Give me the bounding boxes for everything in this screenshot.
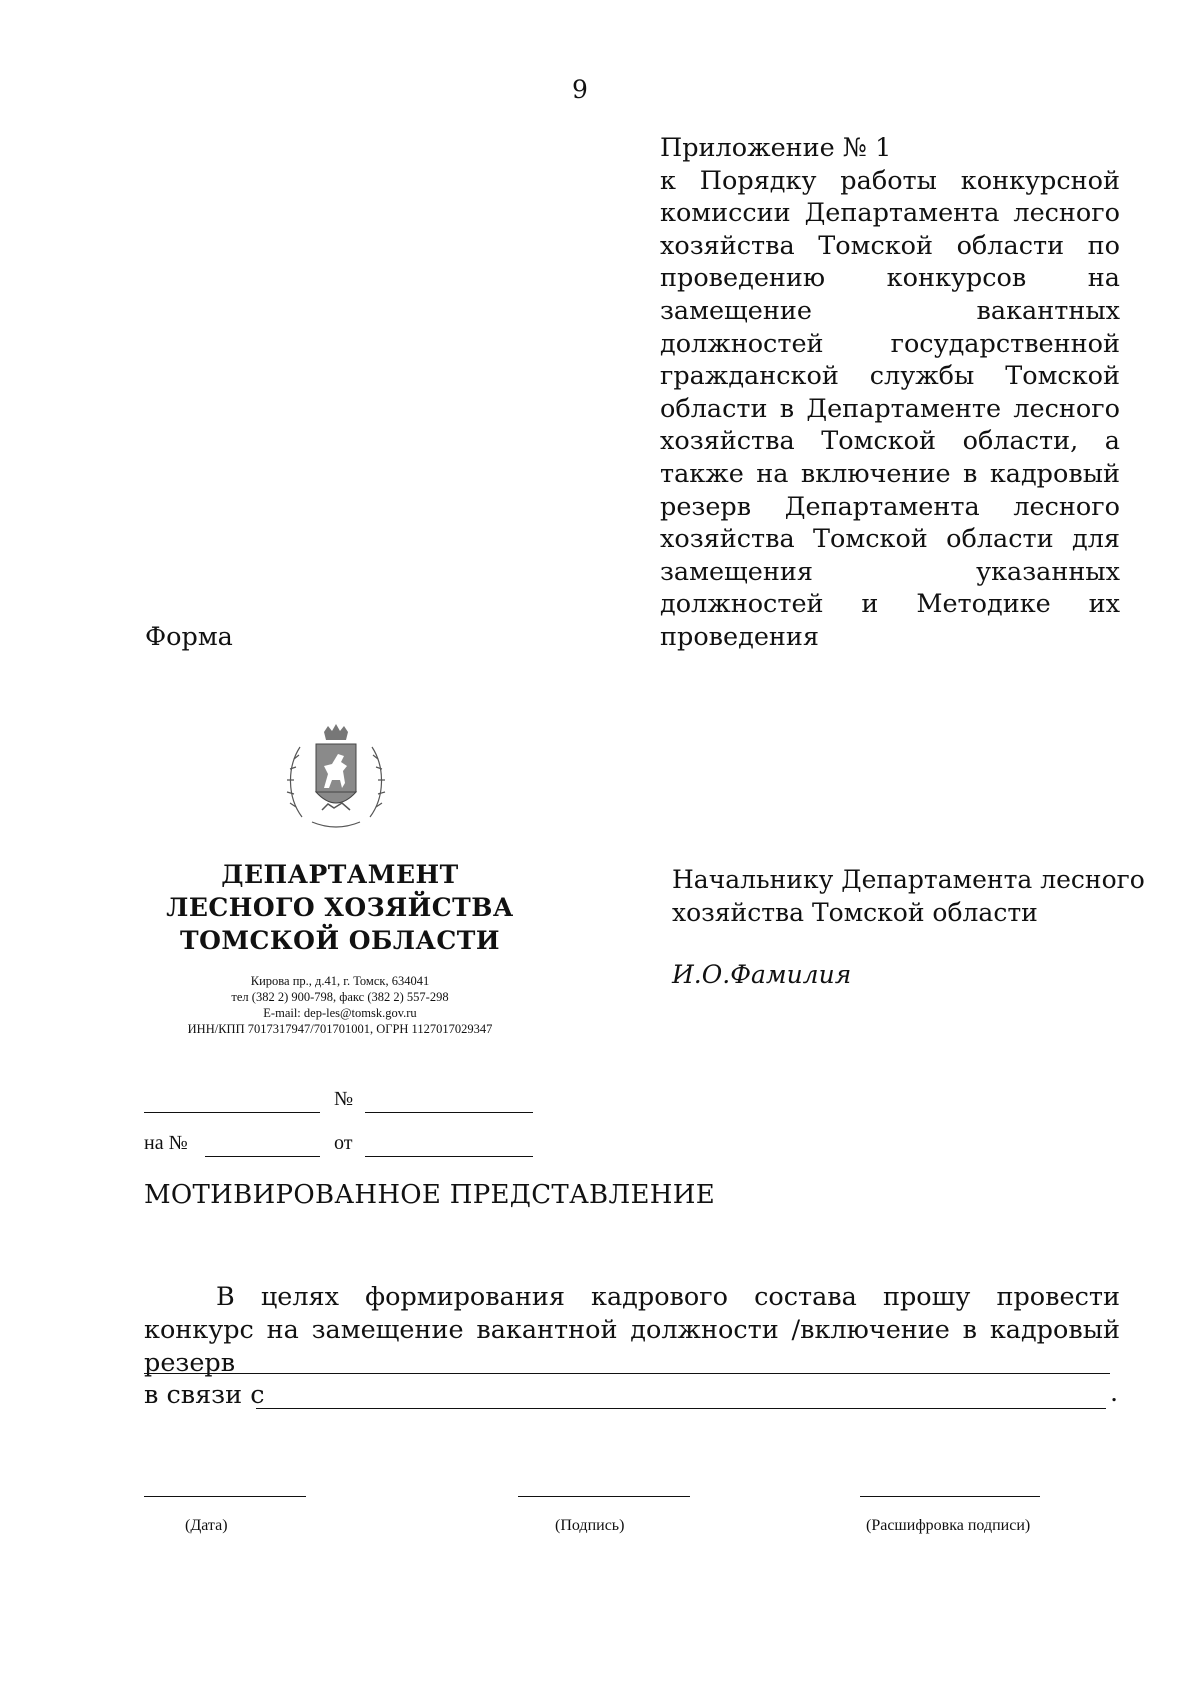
reason-field[interactable] [256,1408,1106,1409]
position-field[interactable] [144,1373,1110,1374]
reference-number-field[interactable] [205,1156,320,1157]
appendix-text: к Порядку работы конкурсной комиссии Департамента лесного хозяйства Томской области по проведению конкурсов на замещение вакантных должностей государственной гражданской службы Томской области в Департаменте лесного хозяйства Томской области, а также на включение в кадровый резерв Департамента лесного хозяйства Томской области для замещения указанных должностей и Методике их проведения [660,165,1120,652]
department-phone: тел (382 2) 900-798, факс (382 2) 557-298 [231,990,449,1004]
addressee-line: хозяйства Томской области [672,898,1038,927]
reference-number-label: на № [144,1132,188,1154]
appendix-header [660,132,1120,654]
decoding-caption: (Расшифровка подписи) [866,1517,1031,1534]
page-number: 9 [572,75,588,104]
decoding-signature-line[interactable] [860,1496,1040,1497]
signature-line[interactable] [518,1496,690,1497]
addressee-signatory: И.О.Фамилия [672,960,852,989]
reference-date-field[interactable] [365,1156,533,1157]
number-sign: № [334,1088,354,1110]
department-ids: ИНН/КПП 7017317947/701701001, ОГРН 1127017029347 [187,1022,493,1036]
body-paragraph: В целях формирования кадрового состава прошу провести конкурс на замещение вакантной должности /включение в кадровый резерв [144,1282,1120,1378]
closing-period: . [1110,1378,1119,1408]
department-name [140,858,540,957]
outgoing-date-field[interactable] [144,1112,320,1113]
department-name-line: ТОМСКОЙ ОБЛАСТИ [179,926,501,955]
department-contacts [140,973,540,1037]
date-caption: (Дата) [185,1517,228,1534]
outgoing-number-field[interactable] [365,1112,533,1113]
department-address: Кирова пр., д.41, г. Томск, 634041 [250,974,430,988]
signature-caption: (Подпись) [555,1517,625,1534]
reason-label: в связи с [144,1380,265,1410]
document-title: МОТИВИРОВАННОЕ ПРЕДСТАВЛЕНИЕ [144,1180,715,1210]
appendix-title: Приложение № 1 [660,133,892,163]
addressee-line: Начальнику Департамента лесного [672,865,1145,894]
date-signature-line[interactable] [144,1496,306,1497]
form-label: Форма [145,622,233,652]
addressee-block [672,863,1152,929]
coat-of-arms-icon [282,722,390,834]
department-email: E-mail: dep-les@tomsk.gov.ru [263,1006,417,1020]
reference-date-label: от [334,1132,353,1154]
department-name-line: ДЕПАРТАМЕНТ [221,860,459,889]
department-name-line: ЛЕСНОГО ХОЗЯЙСТВА [166,893,514,922]
